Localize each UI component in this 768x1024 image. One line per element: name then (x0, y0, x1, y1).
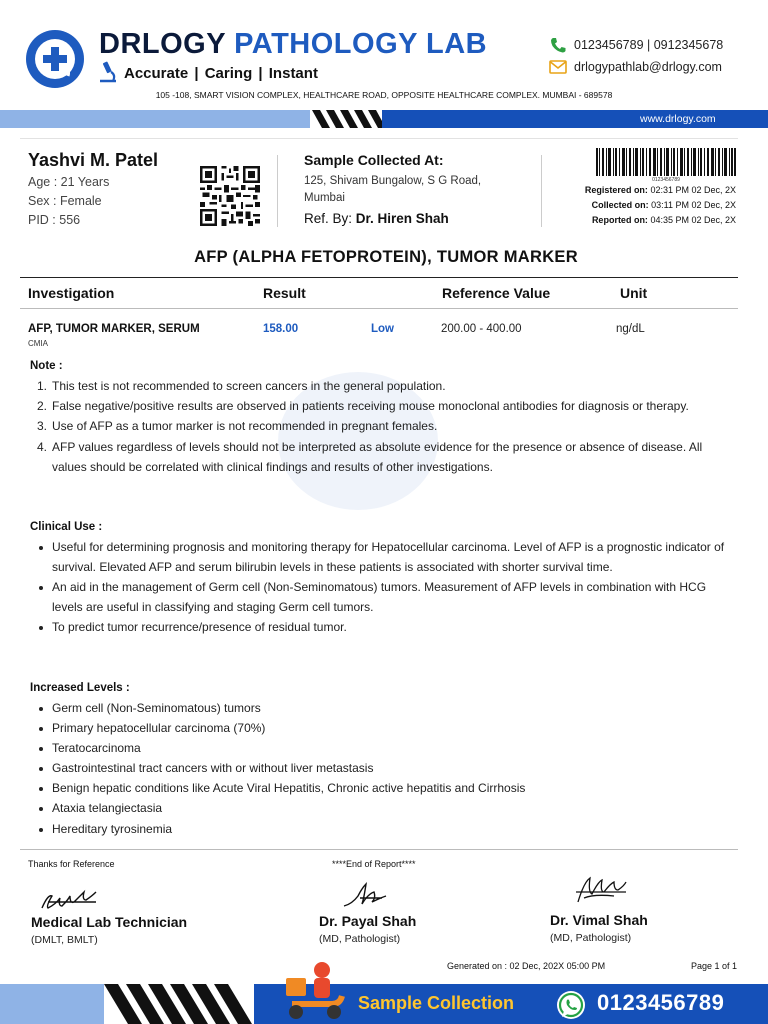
footer-stripes (104, 984, 254, 1024)
patient-age: Age : 21 Years (28, 175, 110, 189)
vimal-shah-signature (572, 872, 632, 908)
payal-shah-signature (340, 880, 390, 912)
sample-collected-title: Sample Collected At: (304, 152, 444, 168)
signer-vimal-qualification: (MD, Pathologist) (550, 932, 632, 944)
list-item: 1. This test is not recommended to screen cancers in the general population. (37, 379, 446, 393)
col-result: Result (263, 285, 306, 301)
test-result: 158.00 (263, 323, 299, 335)
divider (20, 849, 738, 850)
lab-address: 105 -108, SMART VISION COMPLEX, HEALTHCARE ROAD, OPPOSITE HEALTHCARE COMPLEX. MUMBAI - 689578 (155, 90, 613, 100)
barcode (596, 148, 736, 176)
list-item: Primary hepatocellular carcinoma (70%) (36, 718, 736, 738)
signer-payal-name: Dr. Payal Shah (319, 913, 417, 929)
lab-logo (26, 30, 84, 88)
technician-signature (38, 884, 104, 916)
medical-cross-icon (26, 30, 84, 88)
list-item: 4. AFP values regardless of levels should not be interpreted as absolute evidence for the presence or absence of disease. All values should be correlated with clinical findings and results of other investigations. (37, 439, 703, 474)
divider (20, 138, 738, 139)
note-title: Note : (30, 360, 63, 372)
phone-icon (549, 36, 567, 54)
list-item: Useful for determining prognosis and monitoring therapy for Hepatocellular carcinoma. Level of AFP is a prognostic indicator of survival. Elevated AFP and serum bilirubin levels in these patients is associated with shorter survival time. (36, 537, 736, 577)
signer-vimal-name: Dr. Vimal Shah (550, 912, 648, 928)
sample-collection-label: Sample Collection (358, 993, 515, 1013)
generated-on: Generated on : 02 Dec, 202X 05:00 PM (447, 961, 606, 971)
delivery-scooter-icon (282, 958, 348, 1022)
signer-payal-qualification: (MD, Pathologist) (319, 933, 401, 945)
clinical-use-title: Clinical Use : (30, 521, 103, 533)
page-number: Page 1 of 1 (691, 961, 738, 971)
whatsapp-number[interactable]: 0123456789 (597, 990, 725, 1015)
lab-name: DRLOGY PATHOLOGY LAB (99, 28, 488, 60)
increased-levels-list (36, 698, 736, 839)
divider (20, 277, 738, 278)
divider (277, 155, 278, 227)
list-item: Gastrointestinal tract cancers with or without liver metastasis (36, 758, 736, 778)
registered-on: Registered on: 02:31 PM 02 Dec, 2X (584, 185, 736, 195)
reference-range: 200.00 - 400.00 (441, 323, 522, 335)
whatsapp-icon (555, 989, 587, 1021)
list-item: An aid in the management of Germ cell (Non-Seminomatous) tumors. Measurement of AFP levels in combination with HCG levels are useful in classifying and staging Germ cell tumors. (36, 577, 736, 617)
reported-on: Reported on: 04:35 PM 02 Dec, 2X (591, 215, 736, 225)
header-band-light (0, 110, 318, 128)
list-item: Germ cell (Non-Seminomatous) tumors (36, 698, 736, 718)
mail-icon (549, 60, 567, 74)
lab-tagline: Accurate | Caring | Instant (124, 65, 318, 82)
col-reference: Reference Value (442, 285, 551, 301)
sample-collected-address: 125, Shivam Bungalow, S G Road, Mumbai (304, 175, 482, 204)
end-of-report: ****End of Report**** (332, 859, 416, 869)
signer-technician-qualification: (DMLT, BMLT) (31, 934, 98, 946)
microscope-icon (97, 60, 119, 84)
barcode-number: 0123456789 (652, 177, 680, 183)
list-item: 2. False negative/positive results are observed in patients receiving mouse monoclonal antibodies for diagnosis or therapy. (37, 399, 689, 414)
col-unit: Unit (620, 285, 648, 301)
patient-sex: Sex : Female (28, 194, 102, 208)
list-item: To predict tumor recurrence/presence of residual tumor. (36, 617, 736, 637)
list-item: Teratocarcinoma (36, 738, 736, 758)
list-item: 3. Use of AFP as a tumor marker is not recommended in pregnant females. (37, 419, 438, 434)
header-stripes (310, 110, 382, 128)
signer-technician-name: Medical Lab Technician (31, 914, 188, 930)
list-item: Benign hepatic conditions like Acute Viral Hepatitis, Chronic active hepatitis and Cirrhosis (36, 778, 736, 798)
lab-email[interactable]: drlogypathlab@drlogy.com (574, 60, 722, 74)
patient-pid: PID : 556 (28, 213, 81, 227)
note-list (37, 376, 737, 477)
test-method: CMIA (28, 339, 48, 348)
test-name: AFP, TUMOR MARKER, SERUM (28, 323, 200, 335)
list-item: Hereditary tyrosinemia (36, 819, 736, 839)
patient-name: Yashvi M. Patel (28, 150, 159, 170)
clinical-use-list (36, 537, 736, 637)
increased-levels-title: Increased Levels : (30, 682, 130, 694)
footer-band-light (0, 984, 110, 1024)
report-title: AFP (ALPHA FETOPROTEIN), TUMOR MARKER (194, 248, 578, 266)
col-investigation: Investigation (28, 285, 115, 301)
thanks-note: Thanks for Reference (28, 859, 115, 869)
referred-by: Ref. By: Dr. Hiren Shah (304, 211, 449, 226)
result-flag: Low (371, 323, 394, 335)
lab-website[interactable]: www.drlogy.com (640, 113, 716, 125)
divider (20, 308, 738, 309)
qr-code[interactable] (200, 166, 260, 226)
list-item: Ataxia telangiectasia (36, 798, 736, 818)
result-unit: ng/dL (616, 323, 645, 335)
collected-on: Collected on: 03:11 PM 02 Dec, 2X (591, 200, 736, 210)
lab-phone[interactable]: 0123456789 | 0912345678 (574, 38, 724, 52)
